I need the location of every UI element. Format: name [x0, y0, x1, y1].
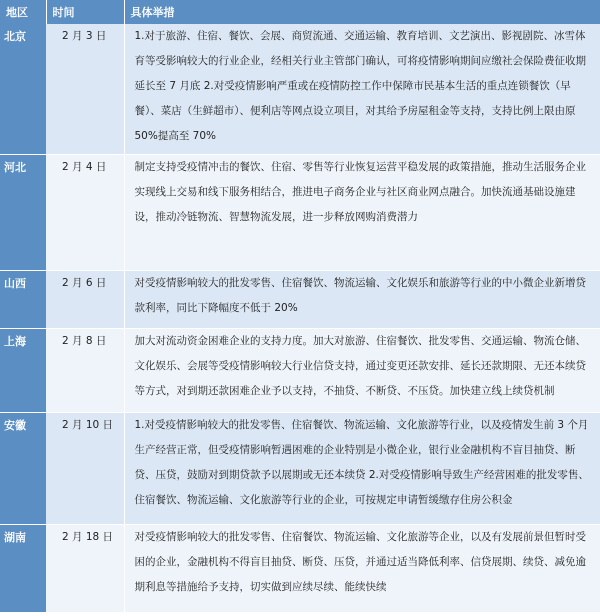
region-cell: 山西	[0, 270, 46, 328]
measure-cell: 1.对受疫情影响较大的批发零售、住宿餐饮、物流运输、文化旅游等行业，以及疫情发生前 3 个月生产经营正常，但受疫情影响暂遇困难的企业特别是小微企业，银行业金融机构不盲目抽贷、断贷、压贷，鼓励对到期贷款予以展期或无还本续贷 2.对受疫情影响导致生产经营困难的批发零售、住宿餐饮、物流运输、文化旅游等行业的企业，可按规定申请暂缓缴存住房公积金	[124, 412, 600, 524]
date-cell: 2 月 3 日	[46, 24, 124, 154]
measure-cell: 对受疫情影响较大的批发零售、住宿餐饮、物流运输、文化旅游等企业，以及有发展前景但暂时受困的企业，金融机构不得盲目抽贷、断贷、压贷，并通过适当降低利率、信贷展期、续贷、减免逾期利息等措施给予支持，切实做到应续尽续、能续快续	[124, 524, 600, 612]
table-row	[0, 24, 600, 154]
measure-cell: 对受疫情影响较大的批发零售、住宿餐饮、物流运输、文化娱乐和旅游等行业的中小微企业新增贷款利率，同比下降幅度不低于 20%	[124, 270, 600, 328]
table-row	[0, 154, 600, 270]
header-region: 地区	[0, 0, 46, 24]
date-cell: 2 月 10 日	[46, 412, 124, 524]
region-cell: 湖南	[0, 524, 46, 612]
date-cell: 2 月 6 日	[46, 270, 124, 328]
header-measure: 具体举措	[124, 0, 600, 24]
date-cell: 2 月 8 日	[46, 328, 124, 412]
table-row	[0, 524, 600, 612]
table-header-row	[0, 0, 600, 24]
region-cell: 河北	[0, 154, 46, 270]
date-cell: 2 月 18 日	[46, 524, 124, 612]
measure-cell: 制定支持受疫情冲击的餐饮、住宿、零售等行业恢复运营平稳发展的政策措施，推动生活服务企业实现线上交易和线下服务相结合，推进电子商务企业与社区商业网点融合。加快流通基础设施建设，推动冷链物流、智慧物流发展，进一步释放网购消费潜力	[124, 154, 600, 270]
table-row	[0, 328, 600, 412]
region-cell: 北京	[0, 24, 46, 154]
region-cell: 安徽	[0, 412, 46, 524]
measure-cell: 加大对流动资金困难企业的支持力度。加大对旅游、住宿餐饮、批发零售、交通运输、物流仓储、文化娱乐、会展等受疫情影响较大行业信贷支持，通过变更还款安排、延长还款期限、无还本续贷等方式，对到期还款困难企业予以支持，不抽贷、不断贷、不压贷。加快建立线上续贷机制	[124, 328, 600, 412]
header-date: 时间	[46, 0, 124, 24]
date-cell: 2 月 4 日	[46, 154, 124, 270]
measure-cell: 1.对于旅游、住宿、餐饮、会展、商贸流通、交通运输、教育培训、文艺演出、影视剧院、冰雪体育等受影响较大的行业企业，经相关行业主管部门确认，可将疫情影响期间应缴社会保险费征收期延长至 7 月底 2.对受疫情影响严重或在疫情防控工作中保障市民基本生活的重点连锁餐饮（早餐）、菜店（生鲜超市）、便利店等网点设立项目，对其给予房屋租金等支持，支持比例上限由原 50%提高至 70%	[124, 24, 600, 154]
table-row	[0, 412, 600, 524]
region-cell: 上海	[0, 328, 46, 412]
table-row	[0, 270, 600, 328]
